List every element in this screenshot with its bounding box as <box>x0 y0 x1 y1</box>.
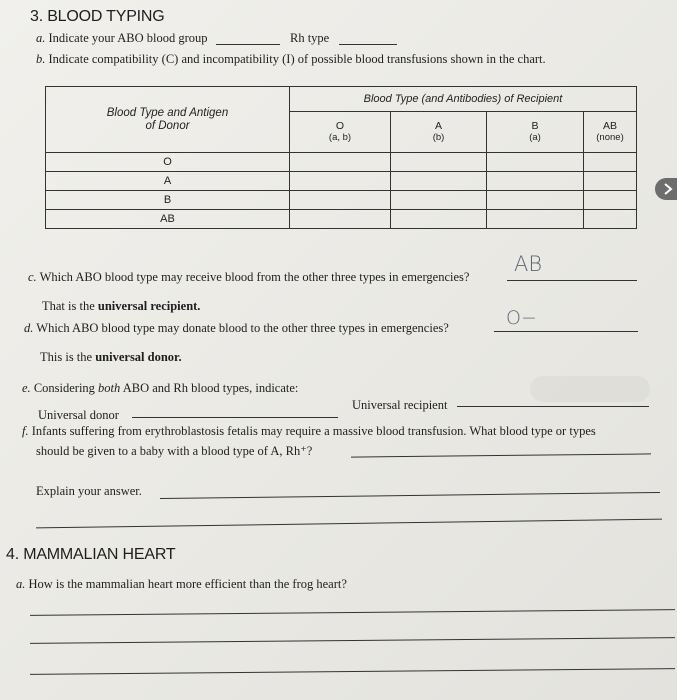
recipient-col-ab <box>584 112 637 153</box>
question-f <box>22 424 596 439</box>
universal-recipient-label: Universal recipient <box>352 398 448 412</box>
question-c-followup-pre: That is the <box>42 299 95 313</box>
universal-donor-answer-line[interactable] <box>132 417 338 418</box>
table-cell[interactable] <box>584 153 637 172</box>
donor-header <box>46 87 290 153</box>
question-a-text: Indicate your ABO blood group <box>48 31 208 45</box>
explain-answer-line-1[interactable] <box>160 492 660 499</box>
recipient-col-o-type: O <box>335 120 345 132</box>
question-d-handwritten-answer: O− <box>506 307 537 329</box>
recipient-col-ab-antibodies: (none) <box>596 132 624 143</box>
table-cell[interactable] <box>584 210 637 229</box>
heart-answer-line-1[interactable] <box>30 609 675 616</box>
rh-type-answer-line[interactable] <box>339 44 397 45</box>
donor-row-label: B <box>46 191 290 210</box>
recipient-col-a-type: A <box>434 120 442 132</box>
question-e-label: e. <box>22 381 31 395</box>
section-4-question-a-label: a. <box>16 577 26 591</box>
table-cell[interactable] <box>290 210 391 229</box>
table-cell[interactable] <box>584 191 637 210</box>
question-d-label: d. <box>24 321 34 335</box>
question-c-label: c. <box>28 270 37 284</box>
donor-row-label: A <box>46 172 290 191</box>
question-c-answer-line[interactable] <box>507 280 637 281</box>
question-c-text: Which ABO blood type may receive blood from the other three types in emergencies? <box>39 270 470 284</box>
question-b-text: Indicate compatibility (C) and incompatibility (I) of possible blood transfusions shown in the chart. <box>48 52 546 66</box>
recipient-col-b <box>487 112 584 153</box>
table-cell[interactable] <box>487 210 584 229</box>
donor-header-line1: Blood Type and Antigen <box>106 106 229 119</box>
question-f-answer-line[interactable] <box>351 453 651 457</box>
rh-type-label: Rh type <box>290 31 330 45</box>
table-cell[interactable] <box>391 172 487 191</box>
donor-row-label: AB <box>46 210 290 229</box>
abo-group-answer-line[interactable] <box>216 44 280 45</box>
question-f-line1: Infants suffering from erythroblastosis fetalis may require a massive blood transfusion. What blood type or types <box>31 424 596 438</box>
table-cell[interactable] <box>290 191 391 210</box>
universal-recipient-term: universal recipient. <box>97 299 201 313</box>
question-f-line2: should be given to a baby with a blood type of A, Rh⁺? <box>36 444 313 458</box>
question-e-text-post: ABO and Rh blood types, indicate: <box>122 381 299 395</box>
explain-answer-line-2[interactable] <box>36 519 662 529</box>
recipient-col-a <box>391 112 487 153</box>
recipient-col-b-antibodies: (a) <box>529 132 541 143</box>
table-cell[interactable] <box>391 191 487 210</box>
explain-label: Explain your answer. <box>36 484 142 498</box>
recipient-col-b-type: B <box>531 120 539 132</box>
question-a-label: a. <box>36 31 46 45</box>
universal-donor-label: Universal donor <box>38 408 119 422</box>
question-b-label: b. <box>36 52 46 66</box>
table-cell[interactable] <box>487 191 584 210</box>
table-cell[interactable] <box>391 153 487 172</box>
recipient-col-o-antibodies: (a, b) <box>328 132 352 143</box>
question-c-handwritten-answer: AB <box>514 252 543 276</box>
donor-row-label: O <box>46 153 290 172</box>
question-a <box>36 31 208 46</box>
recipient-col-ab-type: AB <box>602 120 617 132</box>
table-cell[interactable] <box>487 153 584 172</box>
section-4-question-a-text: How is the mammalian heart more efficient than the frog heart? <box>28 577 347 591</box>
question-e-text-italic: both <box>98 381 121 395</box>
chevron-right-icon <box>661 182 675 196</box>
question-e <box>22 381 298 396</box>
next-page-tab[interactable] <box>655 178 677 200</box>
question-c-followup <box>42 299 200 314</box>
section-4-title: 4. MAMMALIAN HEART <box>6 546 176 563</box>
question-c <box>28 270 469 285</box>
question-e-text-pre: Considering <box>33 381 95 395</box>
question-d-text: Which ABO blood type may donate blood to the other three types in emergencies? <box>36 321 449 335</box>
table-cell[interactable] <box>584 172 637 191</box>
universal-donor-term: universal donor. <box>95 350 182 364</box>
section-4-question-a <box>16 577 347 592</box>
heart-answer-line-3[interactable] <box>30 668 675 675</box>
table-cell[interactable] <box>290 172 391 191</box>
recipient-col-o <box>290 112 391 153</box>
universal-recipient-answer-line[interactable] <box>457 406 649 407</box>
section-3-title: 3. BLOOD TYPING <box>30 8 165 25</box>
question-d-answer-line[interactable] <box>494 331 638 332</box>
table-cell[interactable] <box>487 172 584 191</box>
table-cell[interactable] <box>290 153 391 172</box>
question-d-followup-pre: This is the <box>40 350 93 364</box>
recipient-col-a-antibodies: (b) <box>432 132 445 143</box>
recipient-header: Blood Type (and Antibodies) of Recipient <box>290 87 637 112</box>
heart-answer-line-2[interactable] <box>30 637 675 644</box>
blood-typing-table <box>45 86 637 229</box>
faint-watermark <box>530 376 650 402</box>
question-d <box>24 321 449 336</box>
question-f-label: f. <box>22 424 29 438</box>
question-d-followup <box>40 350 182 365</box>
table-cell[interactable] <box>391 210 487 229</box>
donor-header-line2: of Donor <box>145 119 190 132</box>
question-b <box>36 52 546 67</box>
